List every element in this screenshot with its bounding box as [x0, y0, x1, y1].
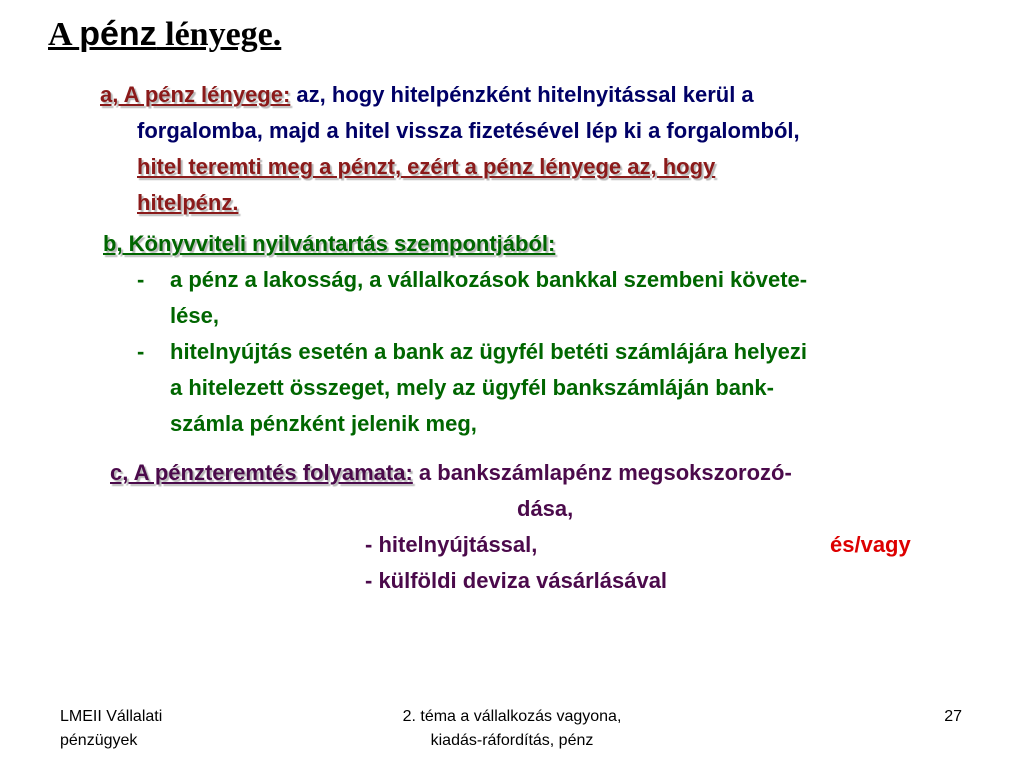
- section-c-label: c, A pénzteremtés folyamata:: [110, 460, 413, 485]
- section-a-line-4: hitelpénz.: [137, 190, 239, 215]
- section-b-bullet-2-line-2: a hitelezett összeget, mely az ügyfél bankszámláján bank-: [170, 375, 774, 400]
- section-b-heading: b, Könyvviteli nyilvántartás szempontjából:: [103, 231, 556, 256]
- title-part-3: lényege.: [156, 16, 282, 53]
- section-c-item-2: - külföldi deviza vásárlásával: [365, 568, 668, 593]
- section-a-text-1: az, hogy hitelpénzként hitelnyitással kerül a: [290, 82, 754, 107]
- title-part-2: pénz: [79, 15, 157, 53]
- section-b-bullet-2-dash: -: [137, 339, 145, 364]
- section-c-item-1-note: és/vagy: [830, 532, 911, 557]
- section-c-item-1: - hitelnyújtással,: [365, 532, 538, 557]
- footer-left: [60, 705, 162, 753]
- section-b-bullet-1-line-1: a pénz a lakosság, a vállalkozások bankkal szembeni követe-: [170, 267, 808, 292]
- section-a-line-3: hitel teremti meg a pénzt, ezért a pénz lényege az, hogy: [137, 154, 716, 179]
- page-number: 27: [944, 708, 962, 725]
- footer-center: [352, 705, 672, 753]
- section-b-bullet-2-line-3: számla pénzként jelenik meg,: [170, 411, 477, 436]
- section-c-text-1: a bankszámlapénz megsokszorozó-: [412, 460, 792, 485]
- footer-left-line-1: LMEII Vállalati: [60, 708, 163, 725]
- footer-left-line-2: pénzügyek: [60, 732, 138, 749]
- footer-center-line-1: 2. téma a vállalkozás vagyona,: [402, 708, 622, 725]
- section-b-bullet-2-line-1: hitelnyújtás esetén a bank az ügyfél betéti számlájára helyezi: [170, 339, 808, 364]
- slide-title: [48, 12, 281, 57]
- section-c-line-2: dása,: [517, 496, 574, 521]
- section-a-line-2: forgalomba, majd a hitel vissza fizetésével lép ki a forgalomból,: [137, 118, 800, 143]
- section-c-line-1: [110, 455, 792, 491]
- title-part-1: A: [48, 16, 80, 53]
- section-a-line-1: [100, 77, 754, 113]
- section-a-label: a, A pénz lényege:: [100, 82, 291, 107]
- footer-center-line-2: kiadás-ráfordítás, pénz: [430, 732, 594, 749]
- section-b-bullet-1-dash: -: [137, 267, 145, 292]
- section-b-bullet-1-line-2: lése,: [170, 303, 219, 328]
